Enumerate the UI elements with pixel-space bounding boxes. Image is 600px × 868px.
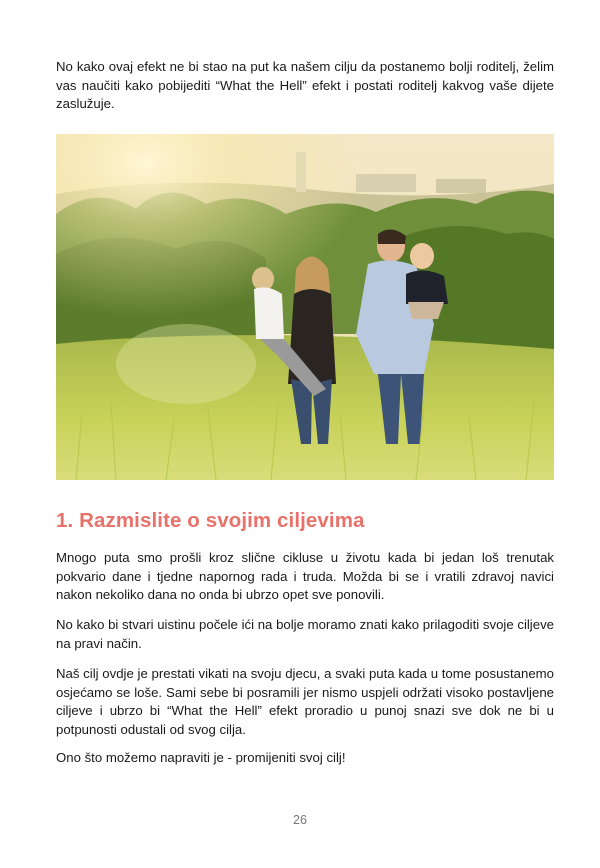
section-paragraph-3: Naš cilj ovdje je prestati vikati na svoju djecu, a svaki puta kada u tome posustanemo osjećamo se loše. Sami sebe bi posramili jer nismo uspjeli održati visoko postavljene ciljeve i ubrzo bi “What the Hell” efekt proradio u punoj snazi sve dok ne bi u potpunosti odustali od svog cilja.: [56, 666, 554, 737]
section-paragraph-4: Ono što možemo napraviti je - promijeniti svoj cilj!: [56, 750, 346, 765]
section-heading: 1. Razmislite o svojim ciljevima: [56, 509, 365, 532]
page-number: 26: [293, 813, 307, 827]
section-paragraph-1: Mnogo puta smo prošli kroz slične cikluse u životu kada bi jedan loš trenutak pokvario dane i tjedne napornog rada i truda. Možda bi se i vratili zdravoj navici nakon nekoliko dana no onda bi ubrzo opet sve ponovili.: [56, 550, 554, 602]
family-photo: [56, 134, 554, 480]
section-paragraph-2: No kako bi stvari uistinu počele ići na bolje moramo znati kako prilagoditi svoje ciljeve na pravi način.: [56, 617, 554, 651]
intro-paragraph: No kako ovaj efekt ne bi stao na put ka našem cilju da postanemo bolji roditelj, želim vas naučiti kako pobijediti “What the Hell” efekt i postati roditelj kakvog vaše dijete zaslužuje.: [56, 59, 554, 111]
